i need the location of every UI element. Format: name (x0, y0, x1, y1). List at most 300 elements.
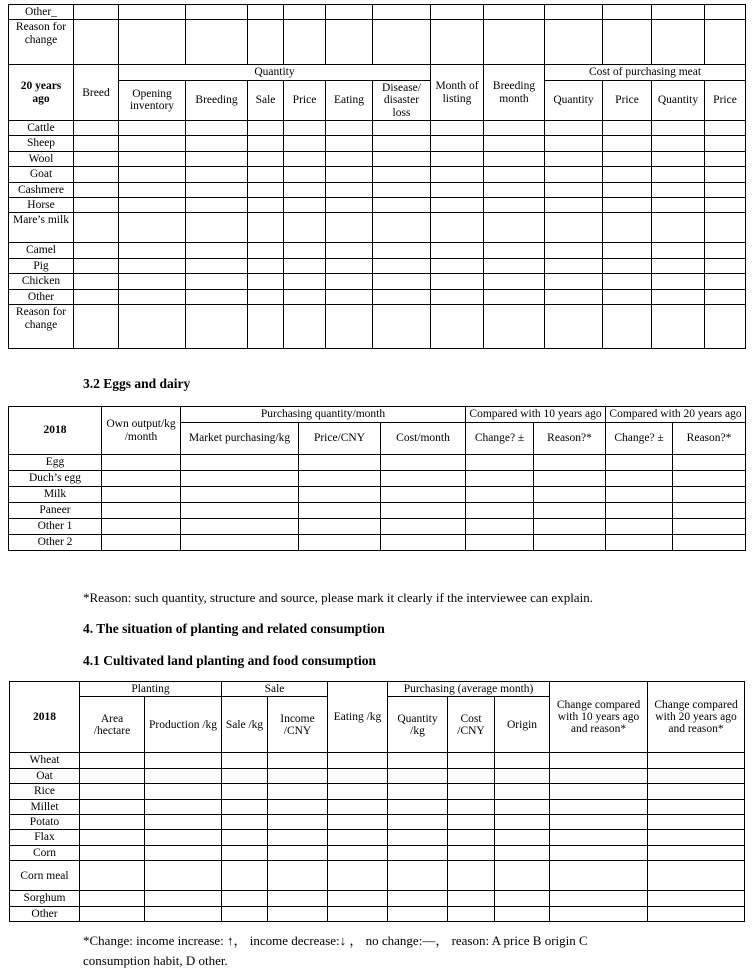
cell[interactable] (145, 845, 222, 860)
cell[interactable] (145, 891, 222, 906)
cell[interactable] (326, 258, 373, 273)
cell[interactable] (248, 167, 284, 182)
cell[interactable] (484, 289, 545, 304)
cell[interactable] (222, 845, 268, 860)
cell[interactable] (102, 455, 181, 471)
cell[interactable] (534, 471, 606, 487)
cell[interactable] (381, 455, 466, 471)
cell[interactable] (545, 258, 603, 273)
cell[interactable] (534, 503, 606, 519)
cell[interactable] (248, 121, 284, 136)
cell[interactable] (119, 167, 186, 182)
cell[interactable] (80, 861, 145, 891)
cell[interactable] (705, 305, 746, 349)
cell[interactable] (326, 136, 373, 151)
cell[interactable] (248, 151, 284, 166)
cell[interactable] (545, 167, 603, 182)
cell[interactable] (373, 258, 431, 273)
cell[interactable] (606, 535, 673, 551)
cell[interactable] (373, 198, 431, 213)
cell[interactable] (248, 136, 284, 151)
cell[interactable] (328, 861, 388, 891)
cell[interactable] (268, 830, 328, 845)
cell[interactable] (648, 768, 745, 783)
cell[interactable] (74, 243, 119, 258)
cell[interactable] (248, 258, 284, 273)
cell[interactable] (381, 503, 466, 519)
cell[interactable] (326, 305, 373, 349)
cell[interactable] (284, 213, 326, 243)
cell[interactable] (545, 274, 603, 289)
cell[interactable] (373, 243, 431, 258)
cell[interactable] (74, 213, 119, 243)
cell[interactable] (284, 182, 326, 197)
cell[interactable] (484, 213, 545, 243)
cell[interactable] (448, 891, 495, 906)
cell[interactable] (603, 213, 652, 243)
cell[interactable] (299, 519, 381, 535)
cell[interactable] (119, 151, 186, 166)
cell[interactable] (268, 799, 328, 814)
cell[interactable] (74, 182, 119, 197)
cell[interactable] (550, 815, 648, 830)
cell[interactable] (388, 830, 448, 845)
cell[interactable] (603, 289, 652, 304)
cell[interactable] (80, 799, 145, 814)
cell[interactable] (534, 519, 606, 535)
cell[interactable] (431, 274, 484, 289)
cell[interactable] (326, 20, 373, 65)
cell[interactable] (181, 535, 299, 551)
cell[interactable] (145, 768, 222, 783)
cell[interactable] (550, 799, 648, 814)
cell[interactable] (326, 289, 373, 304)
cell[interactable] (495, 799, 550, 814)
cell[interactable] (186, 136, 248, 151)
cell[interactable] (545, 20, 603, 65)
cell[interactable] (186, 213, 248, 243)
cell[interactable] (222, 906, 268, 921)
cell[interactable] (388, 906, 448, 921)
cell[interactable] (186, 198, 248, 213)
cell[interactable] (80, 784, 145, 799)
cell[interactable] (222, 830, 268, 845)
cell[interactable] (222, 768, 268, 783)
cell[interactable] (326, 5, 373, 20)
cell[interactable] (448, 861, 495, 891)
cell[interactable] (431, 213, 484, 243)
cell[interactable] (484, 243, 545, 258)
cell[interactable] (299, 535, 381, 551)
cell[interactable] (80, 753, 145, 768)
cell[interactable] (145, 830, 222, 845)
cell[interactable] (222, 799, 268, 814)
cell[interactable] (495, 784, 550, 799)
cell[interactable] (652, 289, 705, 304)
cell[interactable] (119, 121, 186, 136)
cell[interactable] (388, 753, 448, 768)
cell[interactable] (495, 753, 550, 768)
cell[interactable] (388, 768, 448, 783)
cell[interactable] (102, 535, 181, 551)
cell[interactable] (545, 151, 603, 166)
cell[interactable] (484, 5, 545, 20)
cell[interactable] (652, 274, 705, 289)
cell[interactable] (326, 213, 373, 243)
cell[interactable] (673, 519, 746, 535)
cell[interactable] (222, 815, 268, 830)
cell[interactable] (448, 830, 495, 845)
cell[interactable] (448, 815, 495, 830)
cell[interactable] (448, 906, 495, 921)
cell[interactable] (268, 753, 328, 768)
cell[interactable] (80, 815, 145, 830)
cell[interactable] (448, 799, 495, 814)
cell[interactable] (484, 136, 545, 151)
cell[interactable] (268, 891, 328, 906)
cell[interactable] (119, 198, 186, 213)
cell[interactable] (74, 136, 119, 151)
cell[interactable] (652, 136, 705, 151)
cell[interactable] (652, 243, 705, 258)
cell[interactable] (381, 487, 466, 503)
cell[interactable] (102, 503, 181, 519)
cell[interactable] (705, 136, 746, 151)
cell[interactable] (495, 830, 550, 845)
cell[interactable] (268, 784, 328, 799)
cell[interactable] (606, 471, 673, 487)
cell[interactable] (119, 289, 186, 304)
cell[interactable] (448, 845, 495, 860)
cell[interactable] (102, 519, 181, 535)
cell[interactable] (186, 243, 248, 258)
cell[interactable] (484, 151, 545, 166)
cell[interactable] (145, 753, 222, 768)
cell[interactable] (186, 5, 248, 20)
cell[interactable] (181, 455, 299, 471)
cell[interactable] (648, 891, 745, 906)
cell[interactable] (705, 243, 746, 258)
cell[interactable] (268, 845, 328, 860)
cell[interactable] (431, 20, 484, 65)
cell[interactable] (545, 305, 603, 349)
cell[interactable] (145, 784, 222, 799)
cell[interactable] (534, 535, 606, 551)
cell[interactable] (603, 167, 652, 182)
cell[interactable] (326, 121, 373, 136)
cell[interactable] (102, 487, 181, 503)
cell[interactable] (80, 891, 145, 906)
cell[interactable] (673, 535, 746, 551)
cell[interactable] (388, 815, 448, 830)
cell[interactable] (284, 258, 326, 273)
cell[interactable] (705, 151, 746, 166)
cell[interactable] (284, 167, 326, 182)
cell[interactable] (74, 274, 119, 289)
cell[interactable] (495, 815, 550, 830)
cell[interactable] (248, 182, 284, 197)
cell[interactable] (284, 151, 326, 166)
cell[interactable] (484, 182, 545, 197)
cell[interactable] (431, 121, 484, 136)
cell[interactable] (550, 784, 648, 799)
cell[interactable] (484, 305, 545, 349)
cell[interactable] (80, 768, 145, 783)
cell[interactable] (652, 5, 705, 20)
cell[interactable] (466, 503, 534, 519)
cell[interactable] (431, 5, 484, 20)
cell[interactable] (466, 487, 534, 503)
cell[interactable] (119, 258, 186, 273)
cell[interactable] (284, 5, 326, 20)
cell[interactable] (186, 20, 248, 65)
cell[interactable] (705, 213, 746, 243)
cell[interactable] (181, 503, 299, 519)
cell[interactable] (648, 861, 745, 891)
cell[interactable] (373, 5, 431, 20)
cell[interactable] (673, 471, 746, 487)
cell[interactable] (545, 213, 603, 243)
cell[interactable] (284, 305, 326, 349)
cell[interactable] (388, 845, 448, 860)
cell[interactable] (119, 20, 186, 65)
cell[interactable] (284, 274, 326, 289)
cell[interactable] (545, 182, 603, 197)
cell[interactable] (299, 455, 381, 471)
cell[interactable] (705, 20, 746, 65)
cell[interactable] (448, 784, 495, 799)
cell[interactable] (545, 198, 603, 213)
cell[interactable] (550, 845, 648, 860)
cell[interactable] (431, 258, 484, 273)
cell[interactable] (431, 136, 484, 151)
cell[interactable] (545, 289, 603, 304)
cell[interactable] (74, 20, 119, 65)
cell[interactable] (673, 503, 746, 519)
cell[interactable] (388, 784, 448, 799)
cell[interactable] (119, 182, 186, 197)
cell[interactable] (381, 519, 466, 535)
cell[interactable] (74, 258, 119, 273)
cell[interactable] (328, 906, 388, 921)
cell[interactable] (652, 20, 705, 65)
cell[interactable] (186, 182, 248, 197)
cell[interactable] (606, 519, 673, 535)
cell[interactable] (373, 305, 431, 349)
cell[interactable] (181, 471, 299, 487)
cell[interactable] (652, 182, 705, 197)
cell[interactable] (80, 830, 145, 845)
cell[interactable] (248, 274, 284, 289)
cell[interactable] (186, 258, 248, 273)
cell[interactable] (248, 20, 284, 65)
cell[interactable] (119, 5, 186, 20)
cell[interactable] (222, 891, 268, 906)
cell[interactable] (603, 182, 652, 197)
cell[interactable] (74, 121, 119, 136)
cell[interactable] (550, 753, 648, 768)
cell[interactable] (603, 20, 652, 65)
cell[interactable] (652, 167, 705, 182)
cell[interactable] (603, 151, 652, 166)
cell[interactable] (466, 471, 534, 487)
cell[interactable] (648, 784, 745, 799)
cell[interactable] (145, 906, 222, 921)
cell[interactable] (186, 151, 248, 166)
cell[interactable] (326, 198, 373, 213)
cell[interactable] (431, 289, 484, 304)
cell[interactable] (495, 906, 550, 921)
cell[interactable] (534, 487, 606, 503)
cell[interactable] (284, 198, 326, 213)
cell[interactable] (673, 487, 746, 503)
cell[interactable] (328, 830, 388, 845)
cell[interactable] (268, 815, 328, 830)
cell[interactable] (284, 121, 326, 136)
cell[interactable] (186, 274, 248, 289)
cell[interactable] (550, 768, 648, 783)
cell[interactable] (268, 768, 328, 783)
cell[interactable] (652, 151, 705, 166)
cell[interactable] (373, 151, 431, 166)
cell[interactable] (550, 830, 648, 845)
cell[interactable] (328, 891, 388, 906)
cell[interactable] (284, 289, 326, 304)
cell[interactable] (466, 455, 534, 471)
cell[interactable] (431, 182, 484, 197)
cell[interactable] (448, 753, 495, 768)
cell[interactable] (326, 274, 373, 289)
cell[interactable] (388, 891, 448, 906)
cell[interactable] (373, 289, 431, 304)
cell[interactable] (299, 503, 381, 519)
cell[interactable] (652, 198, 705, 213)
cell[interactable] (74, 289, 119, 304)
cell[interactable] (705, 198, 746, 213)
cell[interactable] (545, 5, 603, 20)
cell[interactable] (328, 768, 388, 783)
cell[interactable] (484, 20, 545, 65)
cell[interactable] (606, 455, 673, 471)
cell[interactable] (102, 471, 181, 487)
cell[interactable] (652, 305, 705, 349)
cell[interactable] (652, 213, 705, 243)
cell[interactable] (388, 861, 448, 891)
cell[interactable] (603, 198, 652, 213)
cell[interactable] (648, 830, 745, 845)
cell[interactable] (603, 274, 652, 289)
cell[interactable] (484, 121, 545, 136)
cell[interactable] (284, 243, 326, 258)
cell[interactable] (705, 258, 746, 273)
cell[interactable] (222, 861, 268, 891)
cell[interactable] (705, 5, 746, 20)
cell[interactable] (74, 151, 119, 166)
cell[interactable] (145, 815, 222, 830)
cell[interactable] (466, 535, 534, 551)
cell[interactable] (186, 121, 248, 136)
cell[interactable] (80, 845, 145, 860)
cell[interactable] (299, 487, 381, 503)
cell[interactable] (119, 213, 186, 243)
cell[interactable] (248, 5, 284, 20)
cell[interactable] (248, 198, 284, 213)
cell[interactable] (431, 243, 484, 258)
cell[interactable] (373, 136, 431, 151)
cell[interactable] (705, 274, 746, 289)
cell[interactable] (186, 167, 248, 182)
cell[interactable] (673, 455, 746, 471)
cell[interactable] (381, 535, 466, 551)
cell[interactable] (74, 198, 119, 213)
cell[interactable] (373, 121, 431, 136)
cell[interactable] (603, 136, 652, 151)
cell[interactable] (222, 753, 268, 768)
cell[interactable] (652, 258, 705, 273)
cell[interactable] (705, 121, 746, 136)
cell[interactable] (284, 20, 326, 65)
cell[interactable] (648, 815, 745, 830)
cell[interactable] (550, 861, 648, 891)
cell[interactable] (186, 289, 248, 304)
cell[interactable] (648, 845, 745, 860)
cell[interactable] (326, 243, 373, 258)
cell[interactable] (181, 519, 299, 535)
cell[interactable] (648, 799, 745, 814)
cell[interactable] (222, 784, 268, 799)
cell[interactable] (326, 151, 373, 166)
cell[interactable] (484, 258, 545, 273)
cell[interactable] (431, 151, 484, 166)
cell[interactable] (119, 136, 186, 151)
cell[interactable] (495, 891, 550, 906)
cell[interactable] (145, 861, 222, 891)
cell[interactable] (495, 861, 550, 891)
cell[interactable] (495, 768, 550, 783)
cell[interactable] (373, 274, 431, 289)
cell[interactable] (388, 799, 448, 814)
cell[interactable] (326, 167, 373, 182)
cell[interactable] (545, 243, 603, 258)
cell[interactable] (550, 891, 648, 906)
cell[interactable] (534, 455, 606, 471)
cell[interactable] (268, 861, 328, 891)
cell[interactable] (431, 198, 484, 213)
cell[interactable] (373, 182, 431, 197)
cell[interactable] (484, 198, 545, 213)
cell[interactable] (484, 167, 545, 182)
cell[interactable] (603, 258, 652, 273)
cell[interactable] (119, 274, 186, 289)
cell[interactable] (74, 167, 119, 182)
cell[interactable] (248, 289, 284, 304)
cell[interactable] (268, 906, 328, 921)
cell[interactable] (484, 274, 545, 289)
cell[interactable] (606, 487, 673, 503)
cell[interactable] (74, 5, 119, 20)
cell[interactable] (545, 121, 603, 136)
cell[interactable] (603, 121, 652, 136)
cell[interactable] (606, 503, 673, 519)
cell[interactable] (328, 784, 388, 799)
cell[interactable] (603, 305, 652, 349)
cell[interactable] (648, 753, 745, 768)
cell[interactable] (284, 136, 326, 151)
cell[interactable] (545, 136, 603, 151)
cell[interactable] (431, 167, 484, 182)
cell[interactable] (431, 305, 484, 349)
cell[interactable] (74, 305, 119, 349)
